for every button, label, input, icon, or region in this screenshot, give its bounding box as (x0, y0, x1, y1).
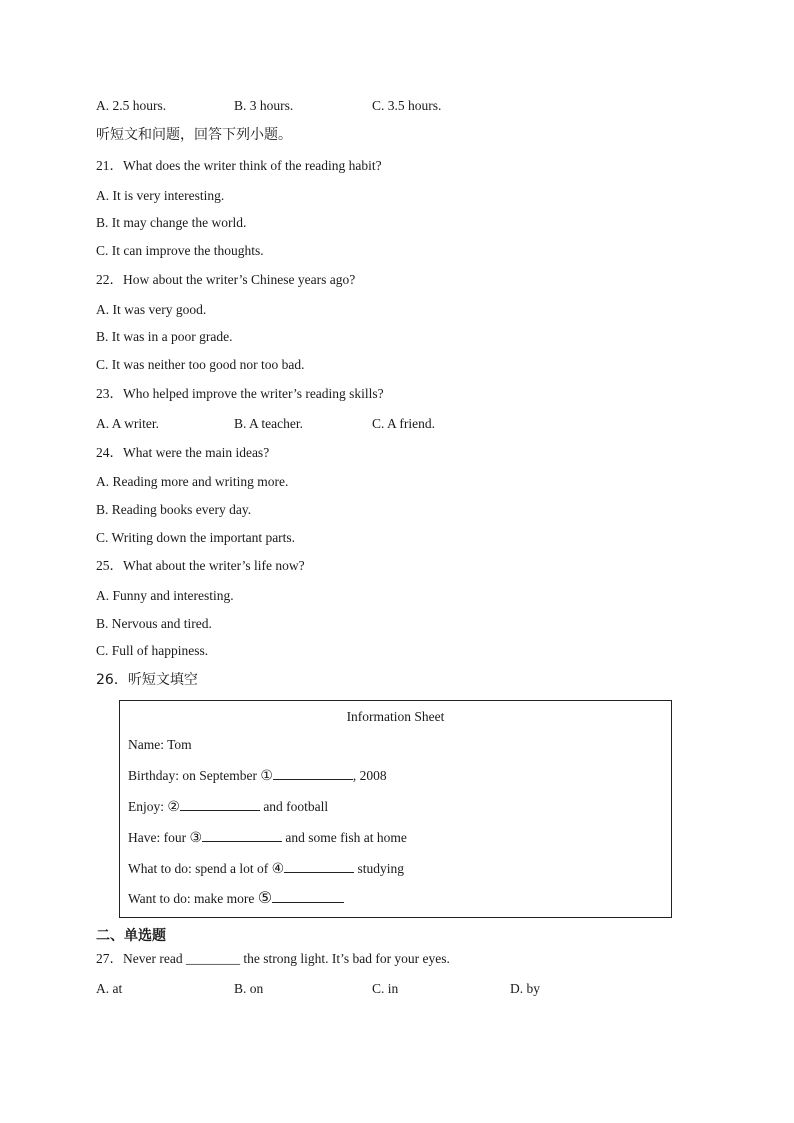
q27-option-b: B. on (234, 981, 264, 996)
sheet-row-enjoy (128, 796, 328, 816)
q23-option-b: B. A teacher. (234, 416, 303, 431)
sheet-row-have-suffix: and some fish at home (282, 830, 407, 845)
sheet-row-want-to-do (128, 888, 344, 908)
q25-option-a: A. Funny and interesting. (96, 588, 234, 603)
sheet-row-birthday (128, 765, 387, 785)
q21-stem: 21．What does the writer think of the reading habit? (96, 158, 382, 173)
sheet-row-name-text: Name: Tom (128, 737, 192, 752)
q24-option-a: A. Reading more and writing more. (96, 474, 289, 489)
answer-blank-1[interactable] (273, 765, 353, 780)
blank-marker-3: ③ (189, 830, 203, 846)
sheet-row-birthday-label: Birthday: on September (128, 768, 261, 783)
sheet-row-enjoy-suffix: and football (259, 799, 329, 814)
information-sheet-title: Information Sheet (346, 709, 445, 724)
q26-stem: 26．听短文填空 (96, 672, 198, 688)
section2-title: 二、单选题 (96, 928, 166, 944)
q24-option-c: C. Writing down the important parts. (96, 530, 296, 545)
q22-stem: 22．How about the writer’s Chinese years ago? (96, 272, 356, 287)
q27-option-a: A. at (96, 981, 123, 996)
listening-instruction: 听短文和问题，回答下列小题。 (96, 127, 292, 143)
q25-option-b: B. Nervous and tired. (96, 616, 212, 631)
q20-option-b: B. 3 hours. (234, 98, 294, 113)
q25-stem: 25．What about the writer’s life now? (96, 558, 305, 573)
blank-marker-5: ⑤ (257, 888, 273, 907)
information-sheet (119, 700, 672, 918)
blank-marker-4: ④ (271, 861, 285, 877)
blank-marker-2: ② (167, 799, 180, 815)
q23-option-a: A. A writer. (96, 416, 159, 431)
sheet-row-what-to-do (128, 858, 404, 878)
blank-marker-1: ① (260, 768, 273, 784)
q20-option-a: A. 2.5 hours. (96, 98, 167, 113)
q27-stem: 27．Never read ________ the strong light. It’s bad for your eyes. (96, 951, 450, 966)
q22-option-b: B. It was in a poor grade. (96, 329, 233, 344)
sheet-row-what-to-do-label: What to do: spend a lot of (128, 861, 272, 876)
sheet-row-enjoy-label: Enjoy: (128, 799, 168, 814)
sheet-row-want-to-do-label: Want to do: make more (128, 891, 258, 906)
answer-blank-3[interactable] (202, 827, 282, 842)
answer-blank-4[interactable] (284, 858, 354, 873)
q23-option-c: C. A friend. (372, 416, 435, 431)
q24-stem: 24．What were the main ideas? (96, 445, 270, 460)
q21-option-b: B. It may change the world. (96, 215, 247, 230)
q27-option-d: D. by (510, 981, 540, 996)
q23-stem: 23．Who helped improve the writer’s reading skills? (96, 386, 384, 401)
q27-option-c: C. in (372, 981, 399, 996)
q20-option-c: C. 3.5 hours. (372, 98, 442, 113)
sheet-row-name (128, 736, 192, 754)
sheet-row-have (128, 827, 407, 847)
q21-option-c: C. It can improve the thoughts. (96, 243, 264, 258)
sheet-row-have-label: Have: four (128, 830, 190, 845)
answer-blank-2[interactable] (180, 796, 260, 811)
sheet-row-what-to-do-suffix: studying (354, 861, 405, 876)
q22-option-a: A. It was very good. (96, 302, 207, 317)
q25-option-c: C. Full of happiness. (96, 643, 209, 658)
q21-option-a: A. It is very interesting. (96, 188, 225, 203)
q24-option-b: B. Reading books every day. (96, 502, 252, 517)
q22-option-c: C. It was neither too good nor too bad. (96, 357, 305, 372)
answer-blank-5[interactable] (272, 888, 344, 903)
sheet-row-birthday-suffix: , 2008 (352, 768, 387, 783)
